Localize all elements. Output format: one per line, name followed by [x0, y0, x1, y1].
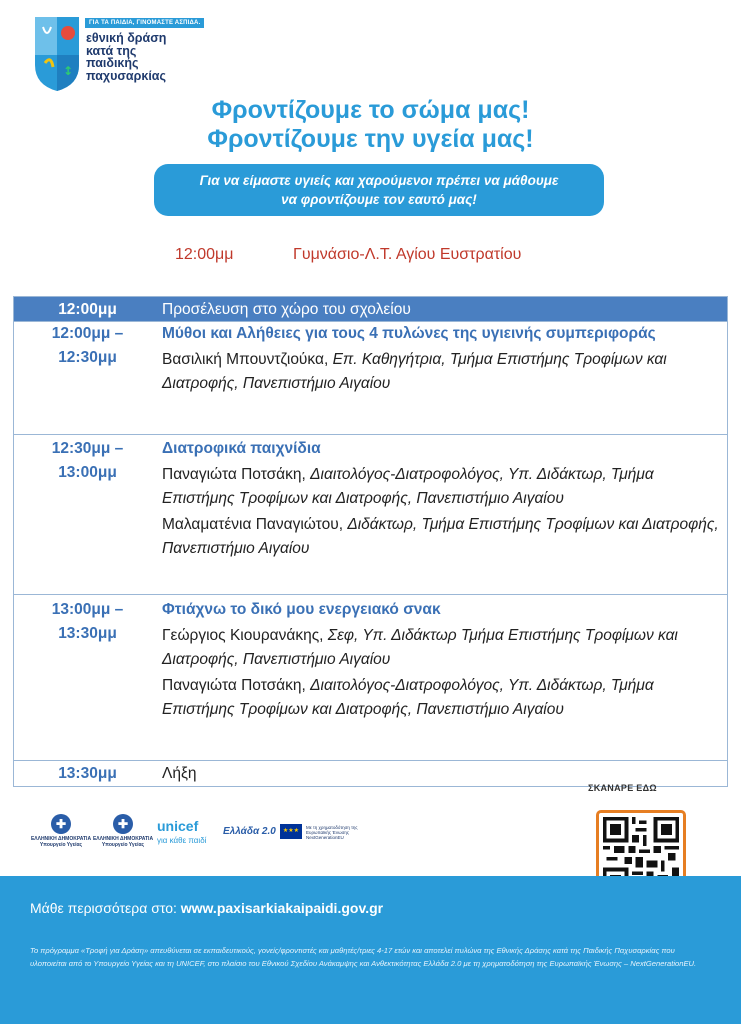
row-time-start: 13:30μμ [58, 765, 117, 782]
partner-logos [30, 814, 370, 854]
speaker-name: Μαλαματένια Παναγιώτου [162, 516, 339, 533]
eu-flag-icon: ★★★ [280, 824, 302, 839]
schedule-row-snack [13, 595, 728, 761]
speaker: Βασιλική Μπουντζιούκα, Επ. Καθηγήτρια, Τμήμα Επιστήμης Τροφίμων και Διατροφής, Πανεπιστήμιο Αιγαίου [162, 351, 667, 392]
row-time [14, 762, 161, 786]
svg-text:↕: ↕ [63, 64, 74, 78]
speaker: Παναγιώτα Ποτσάκη, Διαιτολόγος-Διατροφολόγος, Υπ. Διδάκτωρ, Τμήμα Επιστήμης Τροφίμων και Διατροφής, Πανεπιστήμιο Αιγαίου [162, 677, 654, 718]
greece-2-logo: Ελλάδα 2.0 [223, 826, 276, 837]
row-title: Προσέλευση στο χώρο του σχολείου [162, 301, 411, 318]
greek-emblem-icon: ✚ [113, 814, 133, 834]
website-link[interactable]: www.paxisarkiakaipaidi.gov.gr [180, 900, 384, 916]
row-title: Λήξη [162, 765, 197, 782]
event-info [0, 246, 741, 268]
row-time [14, 322, 161, 370]
eu-funding-text: Με τη χρηματοδότηση της Ευρωπαϊκής Ένωσης NextGenerationEU [306, 825, 358, 840]
speaker-role: Σεφ, Υπ. Διδάκτωρ Τμήμα Επιστήμης Τροφίμων και Διατροφής, Πανεπιστήμιο Αιγαίου [162, 627, 678, 668]
schedule-table [13, 296, 728, 787]
row-time-start: 12:00μμ – [51, 325, 124, 342]
speaker-name: Παναγιώτα Ποτσάκη [162, 677, 302, 694]
partner-sub: Υπουργείο Υγείας [39, 842, 83, 848]
qr-label: ΣΚΑΝΑΡΕ ΕΔΩ [588, 783, 657, 793]
partner-sub: Υπουργείο Υγείας [101, 842, 145, 848]
event-place: Γυμνάσιο-Λ.Τ. Αγίου Ευστρατίου [293, 246, 522, 263]
row-title: Μύθοι και Αλήθειες για τους 4 πυλώνες της υγιεινής συμπεριφοράς [162, 325, 656, 342]
schedule-row-arrival [13, 296, 728, 322]
speaker: Μαλαματένια Παναγιώτου, Διδάκτωρ, Τμήμα Επιστήμης Τροφίμων και Διατροφής, Πανεπιστήμιο Αιγαίου [162, 516, 719, 557]
logo-tagline: ΓΙΑ ΤΑ ΠΑΙΔΙΑ, ΓΙΝΟΜΑΣΤΕ ΑΣΠΙΔΑ. [85, 18, 204, 28]
row-time-start: 13:00μμ – [51, 601, 124, 618]
footer-cta [30, 900, 383, 916]
speaker-name: Γεώργιος Κιουρανάκης [162, 627, 320, 644]
row-time [14, 298, 161, 322]
logo-text [86, 32, 166, 82]
program-logo [33, 15, 203, 95]
logo-line: παιδικής [86, 56, 139, 70]
logo-line: παχυσαρκίας [86, 68, 166, 83]
footer-cta-label: Μάθε περισσότερα στο: [30, 900, 177, 916]
schedule-row-games [13, 435, 728, 595]
row-time-end: 13:00μμ [58, 464, 117, 481]
row-time-start: 12:30μμ – [51, 440, 124, 457]
speaker-name: Παναγιώτα Ποτσάκη [162, 466, 302, 483]
logo-line: κατά της [86, 43, 137, 58]
footer [0, 876, 741, 1024]
row-title: Φτιάχνω το δικό μου ενεργειακό σνακ [162, 601, 441, 618]
speaker-role: Διαιτολόγος-Διατροφολόγος, Υπ. Διδάκτωρ, Τμήμα Επιστήμης Τροφίμων και Διατροφής, Πανεπιστήμιο Αιγαίου [162, 466, 654, 507]
partner-name: ΕΛΛΗΝΙΚΗ ΔΗΜΟΚΡΑΤΙΑ [30, 836, 92, 842]
logo-line: εθνική δράση [86, 31, 167, 45]
shield-logo-icon [33, 15, 81, 93]
subtitle-line-1: Για να είμαστε υγιείς και χαρούμενοι πρέπει να μάθουμε [199, 173, 559, 188]
footer-note: Το πρόγραμμα «Τροφή για Δράση» απευθύνεται σε εκπαιδευτικούς, γονείς/φροντιστές και μαθητές/τριες 4-17 ετών και αποτελεί πυλώνα της Εθνικής Δράσης κατά της Παιδικής Παχυσαρκίας που υλοποιείται από το Υπουργείο Υγείας και τη UNICEF, στο πλαίσιο του Εθνικού Σχεδίου Ανάκαμψης και Ανθεκτικότητας Ελλάδα 2.0 με τη χρηματοδότηση της Ευρωπαϊκής Ένωσης – NextGenerationEU. [30, 946, 697, 968]
greek-emblem-icon: ✚ [51, 814, 71, 834]
speaker: Παναγιώτα Ποτσάκη, Διαιτολόγος-Διατροφολόγος, Υπ. Διδάκτωρ, Τμήμα Επιστήμης Τροφίμων και Διατροφής, Πανεπιστήμιο Αιγαίου [162, 466, 654, 507]
row-time-start: 12:00μμ [58, 301, 117, 318]
unicef-logo: unicef [157, 818, 199, 834]
speaker-role: Επ. Καθηγήτρια, Τμήμα Επιστήμης Τροφίμων και Διατροφής, Πανεπιστήμιο Αιγαίου [162, 351, 667, 392]
event-time: 12:00μμ [175, 246, 234, 263]
hellenic-republic-logo [30, 814, 92, 848]
headline-line-1: Φροντίζουμε το σώμα μας! [211, 96, 530, 124]
headline-line-2: Φροντίζουμε την υγεία μας! [207, 125, 534, 153]
partner-name: ΕΛΛΗΝΙΚΗ ΔΗΜΟΚΡΑΤΙΑ [92, 836, 154, 842]
row-time [14, 437, 161, 485]
row-time-end: 13:30μμ [58, 625, 117, 642]
speaker-role: Διδάκτωρ, Τμήμα Επιστήμης Τροφίμων και Διατροφής, Πανεπιστήμιο Αιγαίου [162, 516, 719, 557]
subtitle-banner [154, 164, 604, 216]
speaker-name: Βασιλική Μπουντζιούκα [162, 351, 324, 368]
speaker-role: Διαιτολόγος-Διατροφολόγος, Υπ. Διδάκτωρ, Τμήμα Επιστήμης Τροφίμων και Διατροφής, Πανεπιστήμιο Αιγαίου [162, 677, 654, 718]
speaker: Γεώργιος Κιουρανάκης, Σεφ, Υπ. Διδάκτωρ Τμήμα Επιστήμης Τροφίμων και Διατροφής, Πανεπιστήμιο Αιγαίου [162, 627, 678, 668]
page-headline [0, 96, 741, 154]
subtitle-line-2: να φροντίζουμε τον εαυτό μας! [281, 192, 477, 207]
row-time-end: 12:30μμ [58, 349, 117, 366]
row-time [14, 598, 161, 646]
row-title: Διατροφικά παιχνίδια [162, 440, 321, 457]
unicef-tagline: για κάθε παιδί [157, 836, 207, 845]
ministry-logo [92, 814, 154, 848]
schedule-row-myths [13, 322, 728, 435]
